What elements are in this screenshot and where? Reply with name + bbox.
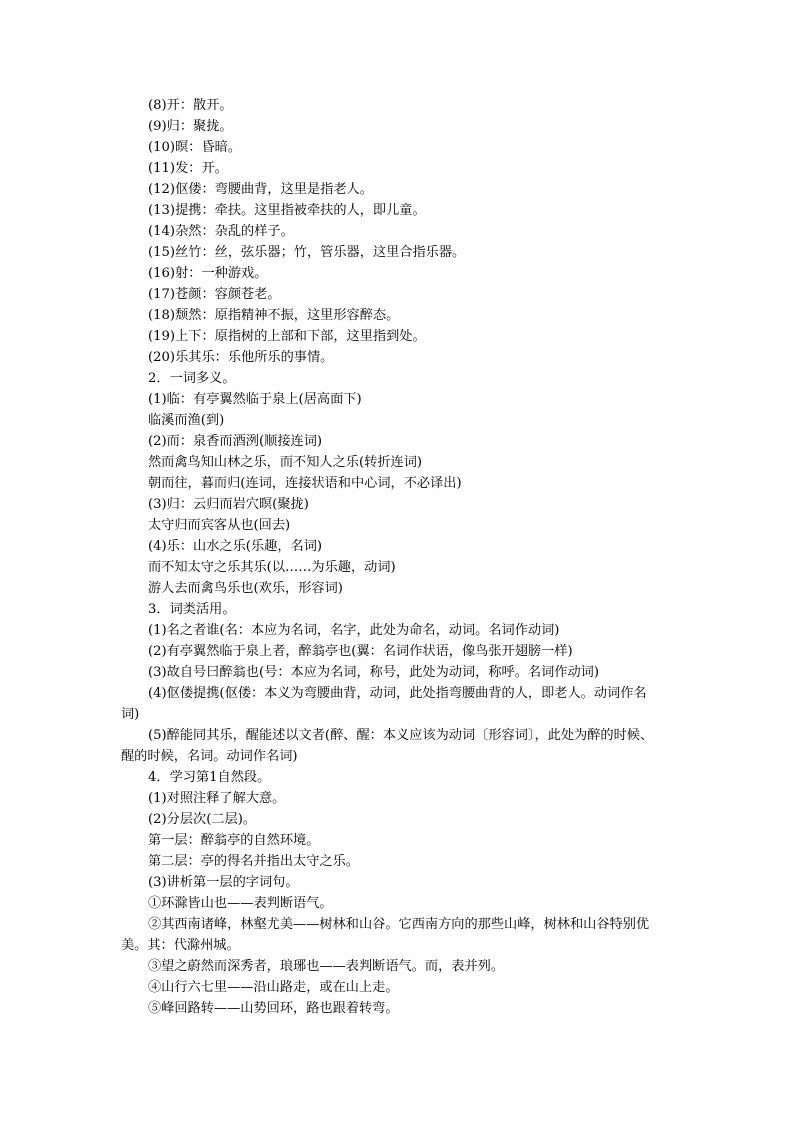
text-line: (18)颓然：原指精神不振，这里形容醉态。 bbox=[148, 308, 400, 323]
text-line: (3)故自号曰醉翁也(号：本应为名词，称号，此处为动词，称呼。名词作动词) bbox=[148, 665, 599, 680]
text-line: 第二层：亭的得名并指出太守之乐。 bbox=[148, 854, 359, 869]
text-line-continuation: 美。其：代滁州城。 bbox=[121, 938, 240, 953]
text-line: (1)临：有亭翼然临于泉上(居高面下) bbox=[148, 392, 362, 407]
text-line: (14)杂然：杂乱的样子。 bbox=[148, 224, 294, 239]
text-line: (19)上下：原指树的上部和下部，这里指到处。 bbox=[148, 329, 426, 344]
text-line: 朝而往，暮而归(连词，连接状语和中心词，不必译出) bbox=[148, 476, 462, 491]
text-line-continuation: 醒的时候，名词。动词作名词) bbox=[121, 749, 298, 764]
text-line: (20)乐其乐：乐他所乐的事情。 bbox=[148, 350, 334, 365]
text-line: (10)暝：昏暗。 bbox=[148, 140, 242, 155]
text-line: 然而禽鸟知山林之乐，而不知人之乐(转折连词) bbox=[148, 455, 423, 470]
text-line: (12)伛偻：弯腰曲背，这里是指老人。 bbox=[148, 182, 373, 197]
text-line: (3)归：云归而岩穴暝(聚拢) bbox=[148, 497, 309, 512]
text-line: (13)提携：牵扶。这里指被牵扶的人，即儿童。 bbox=[148, 203, 426, 218]
text-line-continuation: 词) bbox=[121, 707, 140, 722]
text-line: ③望之蔚然而深秀者，琅琊也——表判断语气。而，表并列。 bbox=[148, 959, 505, 974]
text-line: (1)对照注释了解大意。 bbox=[148, 791, 286, 806]
text-line: (15)丝竹：丝，弦乐器；竹，管乐器，这里合指乐器。 bbox=[148, 245, 466, 260]
section-heading: 3．词类活用。 bbox=[148, 602, 236, 617]
text-line: (9)归：聚拢。 bbox=[148, 119, 233, 134]
text-line: (5)醉能同其乐，醒能述以文者(醉、醒：本义应该为动词〔形容词〕，此处为醉的时候、 bbox=[148, 728, 654, 743]
text-line: (11)发：开。 bbox=[148, 161, 228, 176]
text-line: (2)而：泉香而酒洌(顺接连词) bbox=[148, 434, 323, 449]
text-line: ②其西南诸峰，林壑尤美——树林和山谷。它西南方向的那些山峰，树林和山谷特别优 bbox=[148, 917, 650, 932]
text-line: (3)讲析第一层的字词句。 bbox=[148, 875, 299, 890]
text-line: 游人去而禽鸟乐也(欢乐，形容词) bbox=[148, 581, 343, 596]
text-line: ④山行六七里——沿山路走，或在山上走。 bbox=[148, 980, 399, 995]
section-heading: 2．一词多义。 bbox=[148, 371, 236, 386]
text-line: ①环滁皆山也——表判断语气。 bbox=[148, 896, 333, 911]
text-line: (17)苍颜：容颜苍老。 bbox=[148, 287, 281, 302]
text-line: 太守归而宾客从也(回去) bbox=[148, 518, 291, 533]
text-line: (2)分层次(二层)。 bbox=[148, 812, 257, 827]
text-line: (8)开：散开。 bbox=[148, 98, 233, 113]
text-line: 而不知太守之乐其乐(以……为乐趣，动词) bbox=[148, 560, 396, 575]
text-line: ⑤峰回路转——山势回环，路也跟着转弯。 bbox=[148, 1001, 399, 1016]
text-line: (4)伛偻提携(伛偻：本义为弯腰曲背，动词，此处指弯腰曲背的人，即老人。动词作名 bbox=[148, 686, 647, 701]
text-line: (4)乐：山水之乐(乐趣，名词) bbox=[148, 539, 323, 554]
text-line: 临溪而渔(到) bbox=[148, 413, 225, 428]
section-heading: 4．学习第1自然段。 bbox=[148, 770, 271, 785]
text-line: 第一层：醉翁亭的自然环境。 bbox=[148, 833, 320, 848]
text-line: (2)有亭翼然临于泉上者，醉翁亭也(翼：名词作状语，像鸟张开翅膀一样) bbox=[148, 644, 573, 659]
text-line: (16)射：一种游戏。 bbox=[148, 266, 268, 281]
text-line: (1)名之者谁(名：本应为名词，名字，此处为命名，动词。名词作动词) bbox=[148, 623, 560, 638]
